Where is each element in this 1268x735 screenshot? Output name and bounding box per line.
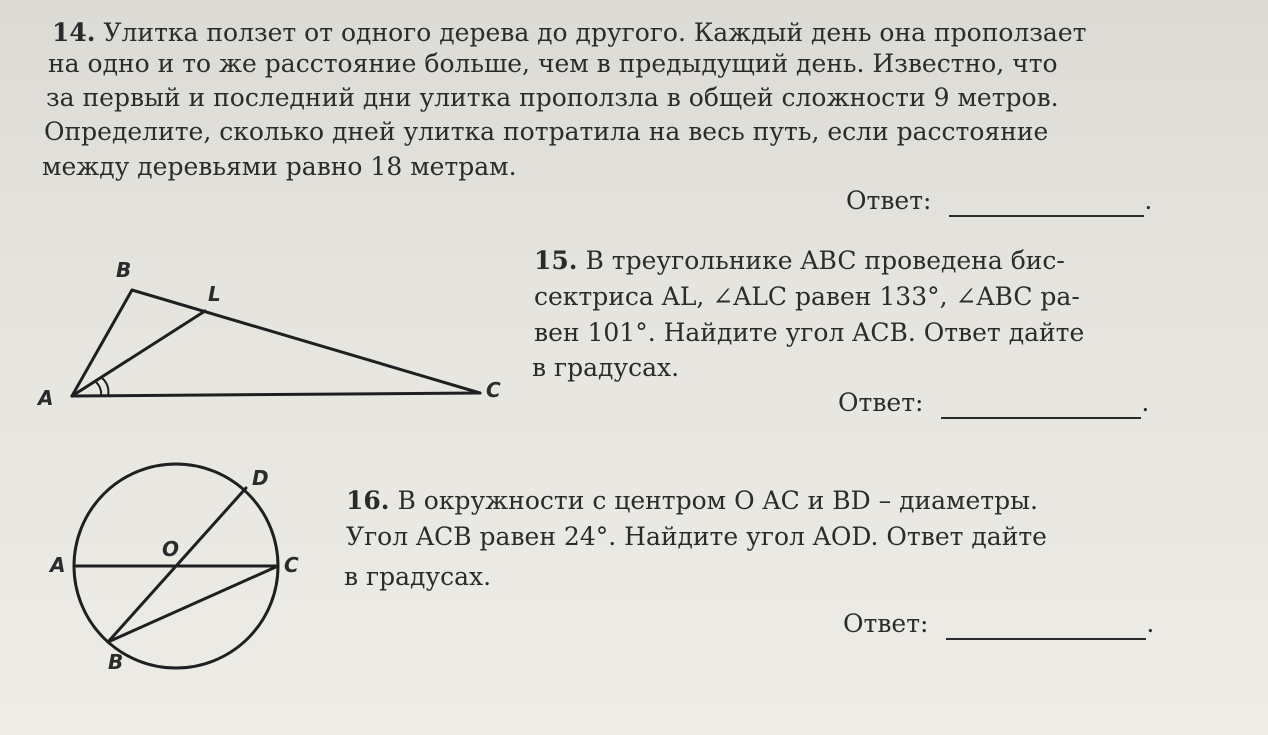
circle-label-b: B (108, 650, 124, 674)
p15-line-4: в градусах. (532, 353, 680, 382)
tri-label-c: C (486, 378, 501, 402)
triangle-figure (72, 290, 480, 396)
tri-label-a: A (38, 386, 54, 410)
p16-text-1: В окружности с центром O AC и BD – диаметры. (397, 486, 1038, 515)
tri-label-l: L (208, 282, 221, 306)
p15-number: 15. (534, 246, 578, 275)
circle-figure (74, 464, 278, 668)
p16-line-2: Угол ACB равен 24°. Найдите угол AOD. Ответ дайте (346, 522, 1047, 551)
circle-label-o: O (162, 537, 180, 561)
p14-line-3: за первый и последний дни улитка проползла в общей сложности 9 метров. (46, 83, 1059, 112)
p14-line-2: на одно и то же расстояние больше, чем в предыдущий день. Известно, что (48, 49, 1058, 78)
p14-line-5: между деревьями равно 18 метрам. (42, 152, 517, 181)
p14-number: 14. (52, 18, 96, 47)
p15-answer-end: . (1141, 388, 1150, 417)
p14-line-4: Определите, сколько дней улитка потратила на весь путь, если расстояние (44, 117, 1049, 146)
p14-answer-label: Ответ: (846, 186, 932, 215)
triangle-side-bc (132, 290, 480, 393)
circle-label-a: A (50, 553, 66, 577)
p14-answer-end: . (1144, 186, 1153, 215)
p15-line-3: вен 101°. Найдите угол ACB. Ответ дайте (534, 318, 1085, 347)
p16-answer-end: . (1146, 609, 1155, 638)
chord-bc (108, 566, 278, 642)
p14-text-1: Улитка ползет от одного дерева до другого. Каждый день она проползает (103, 18, 1087, 47)
tri-label-b: B (116, 258, 132, 282)
circle-label-c: C (284, 553, 299, 577)
triangle-side-ab (72, 290, 132, 396)
p15-answer-label: Ответ: (838, 388, 924, 417)
p16-answer-label: Ответ: (843, 609, 929, 638)
p15-line-2: сектриса AL, ∠ALC равен 133°, ∠ABC ра- (534, 282, 1080, 311)
angle-arc-inner (96, 382, 101, 396)
circle-label-d: D (252, 466, 269, 490)
angle-arc-outer (102, 378, 108, 396)
triangle-side-ac (72, 393, 480, 396)
p15-text-1: В треугольнике ABC проведена бис- (585, 246, 1065, 275)
p16-number: 16. (346, 486, 390, 515)
p16-line-3: в градусах. (344, 562, 492, 591)
bisector-al (72, 311, 205, 396)
